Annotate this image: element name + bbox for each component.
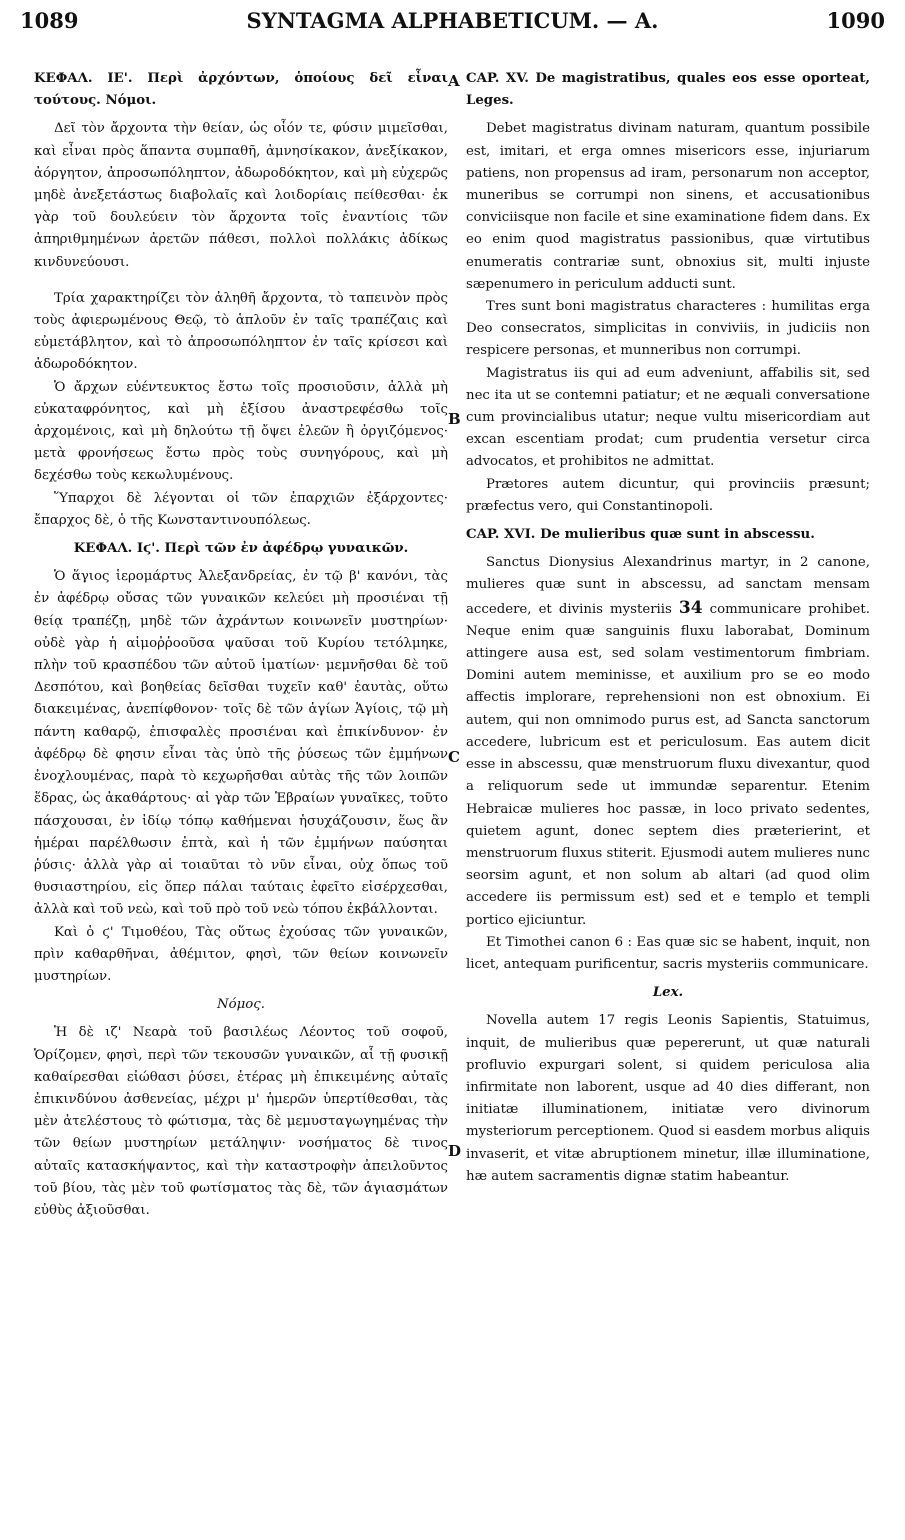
- latin-column: [466, 68, 870, 1188]
- greek-paragraph-1: Δεῖ τὸν ἄρχοντα τὴν θείαν, ὡς οἷόν τε, φύσιν μιμεῖσθαι, καὶ εἶναι πρὸς ἅπαντα συμπαθῆ, ἀμνησίκακον, ἀνεξίκακον, ἀόργητον, ἀπροσωπόληπτον, ἀδωροδόκητον, καὶ μὴ εὐχερῶς μηδὲ ἀνεξετάστως διαβολαῖς καὶ λοιδορίαις πείθεσθαι· ἐκ γὰρ τοῦ δουλεύειν τὸν ἄρχοντα τοῖς ἐναντίοις τῶν ἀπηριθμημένων ἀρετῶν πάθεσι, πολλοὶ πολλάκις ἀδίκως κινδυνεύουσι.: [34, 121, 448, 270]
- latin-paragraph-2: Tres sunt boni magistratus characteres : humilitas erga Deo consecratos, simplicitas in conviviis, in judiciis non respicere personas, et munneribus non corrumpi.: [466, 299, 870, 359]
- latin-paragraph-7: Novella autem 17 regis Leonis Sapientis, Statuimus, inquit, de mulieribus quæ pepererunt, ut quæ naturali profluvio expurgari solent, si quidem periculosa alia infirmitate non laborent, usque ad 40 dies differant, non initiatæ illuminationem, initiatæ vero divinorum mysteriorum perceptionem. Quod si easdem morbus aliquis invaserit, et vitæ abruptionem minetur, illæ illuminatione, hæ autem sacramentis dignæ statim habeantur.: [466, 1013, 870, 1184]
- page-marker-number: 34: [678, 597, 703, 618]
- latin-paragraph-5-end: communicare prohibet. Neque enim quæ sanguinis fluxu laborabat, Dominum attingere ausa est, sed solam vestimentorum fimbriam. Domini autem meminisse, et auxilium pro se eo modo affectis implorare, reprehensioni non est obnoxium. Ei autem, qui non omnimodo purus est, ad Sancta sanctorum accedere, lubricum est et periculosum. Eas autem dicit esse in abscessu, quæ menstruorum fluxu divexantur, quod a reliquorum sede ut immundæ separentur. Etenim Hebraicæ mulieres hoc passæ, in loco privato sedentes, quietem agunt, donec septem dies præterierint, et menstruorum fluxus stiterit. Ejusmodi autem mulieres nunc seorsim agunt, et non solum ab altari (ad quod olim accedere iis permissum est) sed et e templo et templi portico ejiciuntur.: [466, 601, 870, 928]
- latin-paragraph-5-start: Sanctus Dionysius Alexandrinus martyr, in 2 canone, mulieres quæ sunt in abscessu, ad sanctam mensam accedere, et divinis mysteriis: [466, 555, 870, 617]
- chapter-15-heading-greek: ΚΕΦΑΛ. ΙΕ'. Περὶ ἀρχόντων, ὁποίους δεῖ εἶναι τούτους. Νόμοι.: [34, 71, 448, 109]
- greek-column: [34, 68, 448, 1222]
- latin-paragraph-3: Magistratus iis qui ad eum adveniunt, affabilis sit, sed nec ita ut se contemni patiatur; et ne æquali conversatione cum provincialibus utatur; neque vultu misericordiam aut excan escentiam prodat; cum prudentia versetur circa advocatos, et prohibitos ne admittat.: [466, 365, 870, 470]
- latin-paragraph-4: Prætores autem dicuntur, qui provinciis præsunt; præfectus vero, qui Constantinopoli.: [466, 476, 870, 514]
- margin-letter-b: B: [448, 410, 461, 428]
- running-title: SYNTAGMA ALPHABETICUM. — A.: [246, 8, 659, 33]
- lex-heading: Lex.: [652, 985, 684, 1001]
- chapter-15-heading-latin: CAP. XV. De magistratibus, quales eos esse oporteat, Leges.: [466, 71, 870, 109]
- chapter-16-heading-greek: ΚΕΦΑΛ. Ιϛ'. Περὶ τῶν ἐν ἀφέδρῳ γυναικῶν.: [73, 541, 409, 557]
- running-header: [20, 8, 885, 42]
- latin-paragraph-6: Et Timothei canon 6 : Eas quæ sic se habent, inquit, non licet, antequam purificentur, sacris mysteriis communicare.: [466, 934, 870, 972]
- greek-paragraph-4: Ὕπαρχοι δὲ λέγονται οἱ τῶν ἐπαρχιῶν ἐξάρχοντες· ἔπαρχος δὲ, ὁ τῆς Κωνσταντινουπόλεως.: [34, 490, 448, 528]
- greek-paragraph-5: Ὁ ἅγιος ἱερομάρτυς Ἀλεξανδρείας, ἐν τῷ β' κανόνι, τὰς ἐν ἀφέδρῳ οὔσας τῶν γυναικῶν κελεύει μὴ προσιέναι τῇ θείᾳ τραπέζῃ, μηδὲ τῶν ἀχράντων κοινωνεῖν μυστηρίων· οὐδὲ γὰρ ἡ αἱμοῤῥοοῦσα ψαῦσαι τοῦ Κυρίου τετόλμηκε, πλὴν τοῦ κρασπέδου τῶν αὐτοῦ ἱματίων· μεμνῆσθαι δὲ τοῦ Δεσπότου, καὶ βοηθείας δεῖσθαι τυχεῖν καθ' ἑαυτὰς, οὕτω διακειμένας, ἀνεπίφθονον· τοῖς δὲ τῶν ἁγίων Ἁγίοις, τῷ μὴ πάντη καθαρῷ, ἐπισφαλὲς προσιέναι καὶ ἐπικίνδυνον· ἐν ἀφέδρῳ δὲ φησιν εἶναι τὰς ὑπὸ τῆς ῥύσεως τῶν ἐμμήνων ἐνοχλουμένας, παρὰ τὸ κεχωρῆσθαι αὐτὰς τῆς τῶν λοιπῶν ἕδρας, ὡς ἀκαθάρτους· αἱ γὰρ τῶν Ἑβραίων γυναῖκες, τοῦτο πάσχουσαι, ἐν ἰδίῳ τόπῳ καθήμεναι ἡσυχάζουσιν, ἕως ἂν ἡμέραι παρέλθωσιν ἑπτὰ, καὶ ἡ τῶν ἐμμήνων παύσηται ῥύσις· ἀλλὰ γὰρ αἱ τοιαῦται τὸ νῦν εἶναι, οὐχ ὅπως τοῦ θυσιαστηρίου, εἰς ὅπερ πάλαι ταύταις ἐφεῖτο εἰσέρχεσθαι, ἀλλὰ καὶ τοῦ νεὼ, καὶ τοῦ πρὸ τοῦ νεὼ τόπου ἐκβάλλονται.: [34, 569, 448, 918]
- margin-letter-c: C: [448, 748, 460, 766]
- greek-paragraph-7: Ἡ δὲ ιζ' Νεαρὰ τοῦ βασιλέως Λέοντος τοῦ σοφοῦ, Ὁρίζομεν, φησὶ, περὶ τῶν τεκουσῶν γυναικῶν, αἷ τῇ φυσικῇ καθαίρεσθαι εἰώθασι ῥύσει, ἑτέρας μὴ ἐπικειμένης αὐταῖς ἐπικινδύνου ἀσθενείας, μέχρι μ' ἡμερῶν ὑπερτίθεσθαι, τὰς μὲν ἀτελέστους τὸ φώτισμα, τὰς δὲ μεμυσταγωγημένας τὴν τῶν θείων μυστηρίων μετάληψιν· νοσήματος δὲ τινος αὐταῖς κατασκήψαντος, καὶ τὴν καταστροφὴν ἀπειλοῦντος τοῦ βίου, τὰς μὲν τοῦ φωτίσματος τὰς δὲ, τῶν ἁγιασμάτων εὐθὺς ἀξιοῦσθαι.: [34, 1025, 448, 1218]
- page-number-left: 1089: [20, 8, 79, 33]
- greek-paragraph-6: Καὶ ὁ ϛ' Τιμοθέου, Τὰς οὕτως ἐχούσας τῶν γυναικῶν, πρὶν καθαρθῆναι, ἀθέμιτον, φησὶ, τῶν θείων κοινωνεῖν μυστηρίων.: [34, 924, 448, 984]
- chapter-16-heading-latin: CAP. XVI. De mulieribus quæ sunt in abscessu.: [466, 527, 815, 543]
- latin-paragraph-5: [466, 552, 870, 931]
- margin-letter-a: A: [448, 72, 460, 90]
- page-number-right: 1090: [826, 8, 885, 33]
- greek-paragraph-3: Ὁ ἄρχων εὐέντευκτος ἔστω τοῖς προσιοῦσιν, ἀλλὰ μὴ εὐκαταφρόνητος, καὶ μὴ ἐξίσου ἀναστρεφέσθω τοῖς ἀρχομένοις, καὶ μὴ δηλούτω τῇ ὄψει ἐλεῶν ἢ ὀργιζόμενος· μετὰ φρονήσεως ἔστω πρὸς τοὺς συνηγόρους, καὶ μὴ δεχέσθω τοὺς κεκωλυμένους.: [34, 379, 448, 484]
- margin-letter-d: D: [448, 1142, 462, 1160]
- greek-paragraph-2: Τρία χαρακτηρίζει τὸν ἀληθῆ ἄρχοντα, τὸ ταπεινὸν πρὸς τοὺς ἀφιερωμένους Θεῷ, τὸ ἁπλοῦν ἐν ταῖς τραπέζαις καὶ εὐμετάβλητον, καὶ τὸ ἀπροσωπόληπτον ἐν ταῖς κρίσεσι καὶ ἀδωροδόκητον.: [34, 290, 448, 373]
- nomos-heading: Νόμος.: [217, 997, 265, 1013]
- latin-paragraph-1: Debet magistratus divinam naturam, quantum possibile est, imitari, et erga omnes misericors esse, injuriarum patiens, non propensus ad iram, personarum non acceptor, muneribus se corrumpi non sinens, et accusationibus conviciisque non facile et sine examinatione fidem dans. Ex eo enim quod magistratus passionibus, quæ virtutibus enumeratis contrariæ sunt, obnoxius sit, multi injuste sæpenumero in periculum adducti sunt.: [466, 121, 870, 292]
